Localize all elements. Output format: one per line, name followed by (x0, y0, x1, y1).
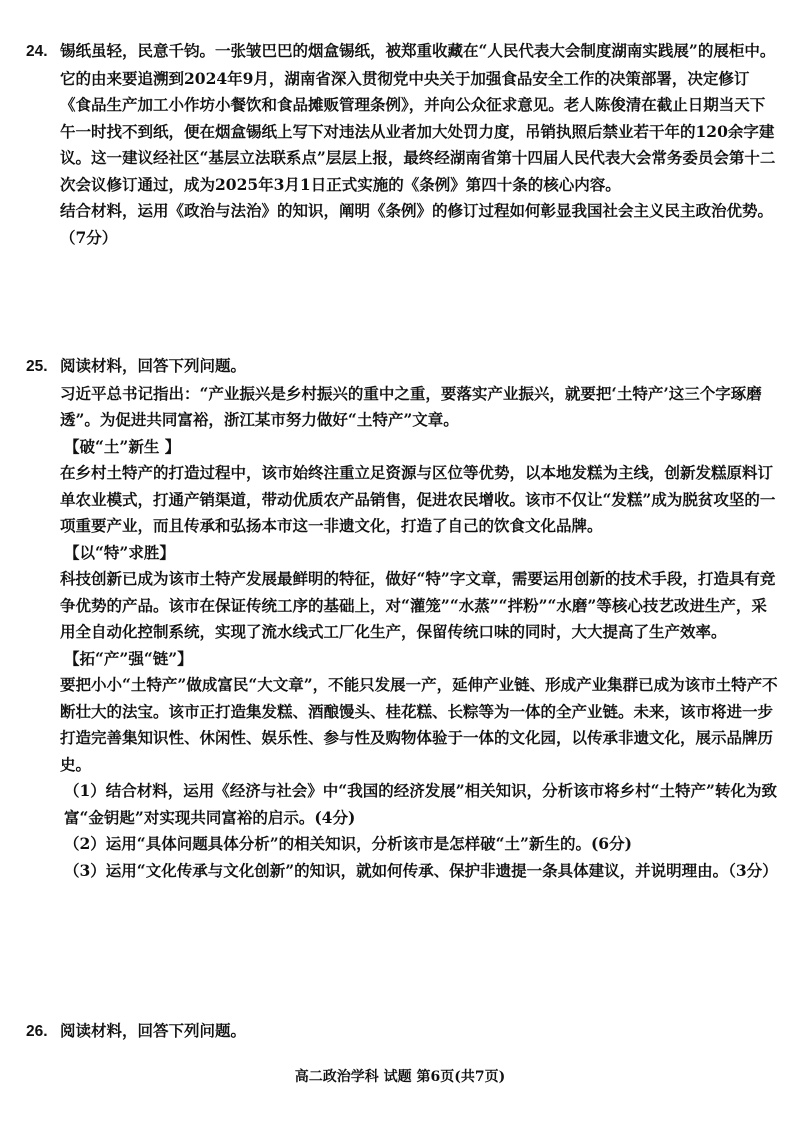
q25-section2-heading: 【以“特”求胜】 (64, 542, 175, 562)
question-24 (26, 38, 780, 251)
q24-paragraph-1 (26, 38, 780, 198)
q25-section2-text: 科技创新已成为该市土特产发展最鲜明的特征，做好“特”字文章，需要运用创新的技术手段，打造具有竞争优势的产品。该市在保证传统工序的基础上，对“灌笼”“水蒸”“拌粉”“水磨”等核心技艺改进生产，采用全自动化控制系统，实现了流水线式工厂化生产，保留传统口味的同时，大大提高了生产效率。 (60, 569, 776, 641)
q25-intro: 习近平总书记指出：“产业振兴是乡村振兴的重中之重，要落实产业振兴，就要把‘土特产’这三个字琢磨透”。为促进共同富裕，浙江某市努力做好“土特产”文章。 (60, 383, 762, 429)
q25-section1-heading: 【破“土”新生 】 (64, 436, 181, 456)
question-26 (26, 1018, 780, 1046)
q25-sub-question-2: （2）运用“具体问题具体分析”的相关知识，分析该市是怎样破“土”新生的。(6分) (64, 834, 632, 853)
q26-title: 阅读材料，回答下列问题。 (60, 1021, 247, 1040)
q24-prompt: 结合材料，运用《政治与法治》的知识，阐明《条例》的修订过程如何彰显我国社会主义民主政治优势。（7分） (60, 201, 774, 247)
q25-number: 25. (26, 358, 48, 375)
question-25 (26, 353, 780, 884)
page-footer: 高二政治学科 试题 第6页(共7页) (294, 1069, 506, 1085)
q25-section1-text: 在乡村土特产的打造过程中，该市始终注重立足资源与区位等优势，以本地发糕为主线，创新发糕原料订单农业模式，打通产销渠道，带动优质农产品销售，促进农民增收。该市不仅让“发糕”成为脱贫攻坚的一项重要产业，而且传承和弘扬本市这一非遗文化，打造了自己的饮食文化品牌。 (60, 463, 776, 535)
q24-number: 24. (26, 43, 48, 60)
q26-title-line (26, 1018, 780, 1046)
q25-section3-text: 要把小小“土特产”做成富民“大文章”，不能只发展一产，延伸产业链、形成产业集群已成为该市土特产不断壮大的法宝。该市正打造集发糕、酒酿馒头、桂花糕、长粽等为一体的全产业链。未来，该市将进一步打造完善集知识性、休闲性、娱乐性、参与性及购物体验于一体的文化园，以传承非遗文化，展示品牌历史。 (60, 675, 778, 774)
q24-material: 锡纸虽轻，民意千钧。一张皱巴巴的烟盒锡纸，被郑重收藏在“人民代表大会制度湖南实践展”的展柜中。它的由来要追溯到2024年9月，湖南省深入贯彻党中央关于加强食品安全工作的决策部署，决定修订《食品生产加工小作坊小餐饮和食品摊贩管理条例》，并向公众征求意见。老人陈俊清在截止日期当天下午一时找不到纸，便在烟盒锡纸上写下对违法从业者加大处罚力度，吊销执照后禁业若干年的120余字建议。这一建议经社区“基层立法联系点”层层上报，最终经湖南省第十四届人民代表大会常务委员会第十二次会议修订通过，成为2025年3月1日正式实施的《条例》第四十条的核心内容。 (60, 41, 776, 194)
q25-section3-heading: 【拓“产”强“链”】 (64, 648, 193, 668)
q26-number: 26. (26, 1023, 48, 1040)
q25-sub-question-3: （3）运用“文化传承与文化创新”的知识，就如何传承、保护非遗提一条具体建议，并说明理由。（3分） (64, 860, 778, 880)
q25-title: 阅读材料，回答下列问题。 (60, 356, 247, 375)
q25-sub-question-1: （1）结合材料，运用《经济与社会》中“我国的经济发展”相关知识，分析该市将乡村“土特产”转化为致富“金钥匙”对实现共同富裕的启示。(4分) (64, 781, 777, 827)
q25-title-line (26, 353, 780, 381)
